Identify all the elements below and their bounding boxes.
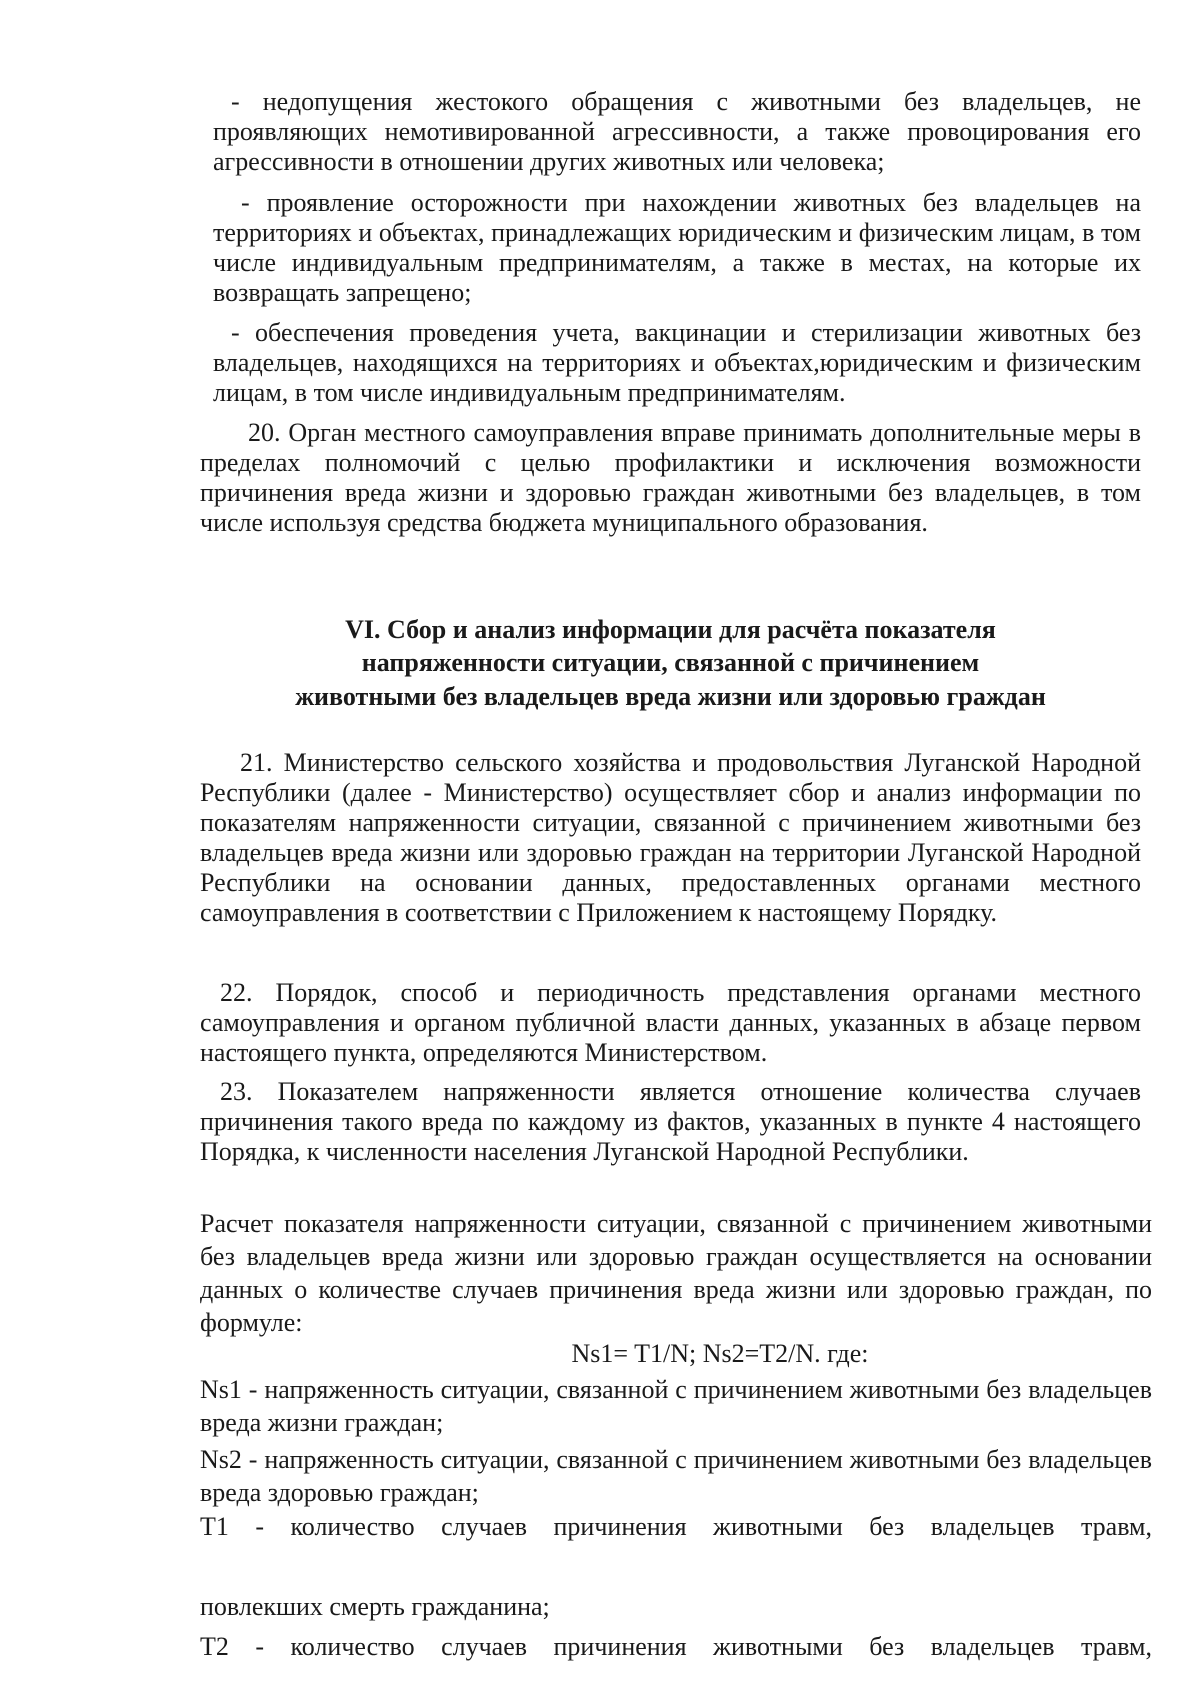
definition-t1: T1 - количество случаев причинения животными без владельцев травм,	[200, 1512, 1152, 1541]
section-title-line-3: животными без владельцев вреда жизни или здоровью граждан	[295, 682, 1046, 711]
paragraph-21: 21. Министерство сельского хозяйства и продовольствия Луганской Народной Республики (далее - Министерство) осуществляет сбор и анализ информации по показателям напряженности ситуации, связанной с причинением животными без владельцев вреда жизни или здоровью граждан на территории Луганской Народной Республики на основании данных, предоставленных органами местного самоуправления в соответствии с Приложением к настоящему Порядку.	[200, 748, 1141, 927]
list-item-cruelty: - недопущения жестокого обращения с животными без владельцев, не проявляющих немотивированной агрессивности, а также провоцирования его агрессивности в отношении других животных или человека;	[213, 87, 1141, 176]
definition-ns2: Ns2 - напряженность ситуации, связанной с причинением животными без владельцев вреда здоровью граждан;	[200, 1445, 1152, 1507]
list-item-caution: - проявление осторожности при нахождении животных без владельцев на территориях и объектах, принадлежащих юридическим и физическим лицам, в том числе индивидуальным предпринимателям, а также в местах, на которые их возвращать запрещено;	[213, 188, 1141, 307]
list-item-vaccination: - обеспечения проведения учета, вакцинации и стерилизации животных без владельцев, находящихся на территориях и объектах,юридическим и физическим лицам, в том числе индивидуальным предпринимателям.	[213, 318, 1141, 407]
definition-ns1: Ns1 - напряженность ситуации, связанной с причинением животными без владельцев вреда жизни граждан;	[200, 1375, 1152, 1437]
calculation-paragraph: Расчет показателя напряженности ситуации, связанной с причинением животными без владельцев вреда жизни или здоровью граждан осуществляется на основании данных о количестве случаев причинения вреда жизни или здоровью граждан, по формуле:	[200, 1209, 1152, 1337]
section-title-line-1: VI. Сбор и анализ информации для расчёта показателя	[345, 615, 996, 644]
formula: Ns1= T1/N; Ns2=T2/N. где:	[571, 1339, 869, 1368]
paragraph-20: 20. Орган местного самоуправления вправе принимать дополнительные меры в пределах полномочий с целью профилактики и исключения возможности причинения вреда жизни и здоровью граждан животными без владельцев, в том числе используя средства бюджета муниципального образования.	[200, 418, 1141, 537]
paragraph-23: 23. Показателем напряженности является отношение количества случаев причинения такого вреда по каждому из фактов, указанных в пункте 4 настоящего Порядка, к численности населения Луганской Народной Республики.	[200, 1077, 1141, 1166]
section-title-line-2: напряженности ситуации, связанной с причинением	[361, 648, 980, 677]
paragraph-22: 22. Порядок, способ и периодичность представления органами местного самоуправления и органом публичной власти данных, указанных в абзаце первом настоящего пункта, определяются Министерством.	[200, 978, 1141, 1067]
definition-t2: T2 - количество случаев причинения животными без владельцев травм,	[200, 1632, 1152, 1661]
definition-t1-continuation: повлекших смерть гражданина;	[200, 1592, 550, 1621]
